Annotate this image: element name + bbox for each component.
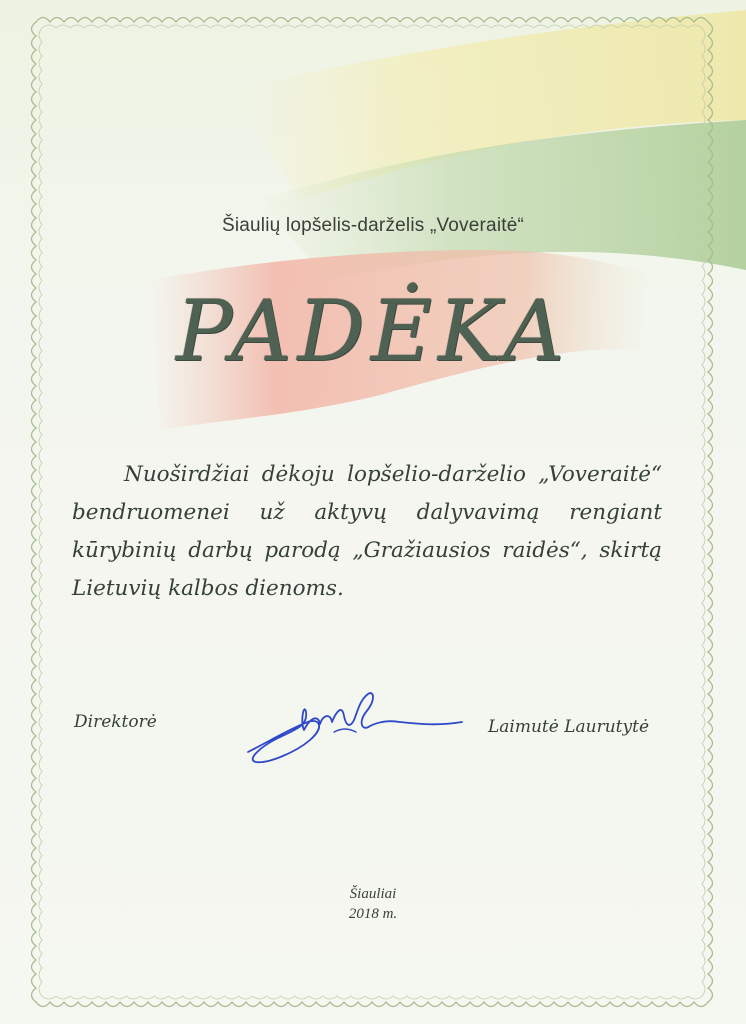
issue-city: Šiauliai — [349, 886, 397, 902]
certificate-title: PADĖKA — [175, 282, 571, 380]
certificate-body-text: Nuoširdžiai dėkoju lopšelio-darželio „Voveraitė“ bendruomenei už aktyvų dalyvavimą rengiant kūrybinių darbų parodą „Gražiausios raidės“, skirtą Lietuvių kalbos dienoms. — [72, 462, 662, 601]
handwritten-signature — [238, 682, 468, 772]
signatory-name: Laimutė Laurutytė — [488, 717, 650, 737]
institution-name: Šiaulių lopšelis-darželis „Voveraitė“ — [221, 215, 525, 236]
issue-year: 2018 m. — [348, 906, 398, 922]
signatory-role: Direktorė — [74, 712, 157, 732]
